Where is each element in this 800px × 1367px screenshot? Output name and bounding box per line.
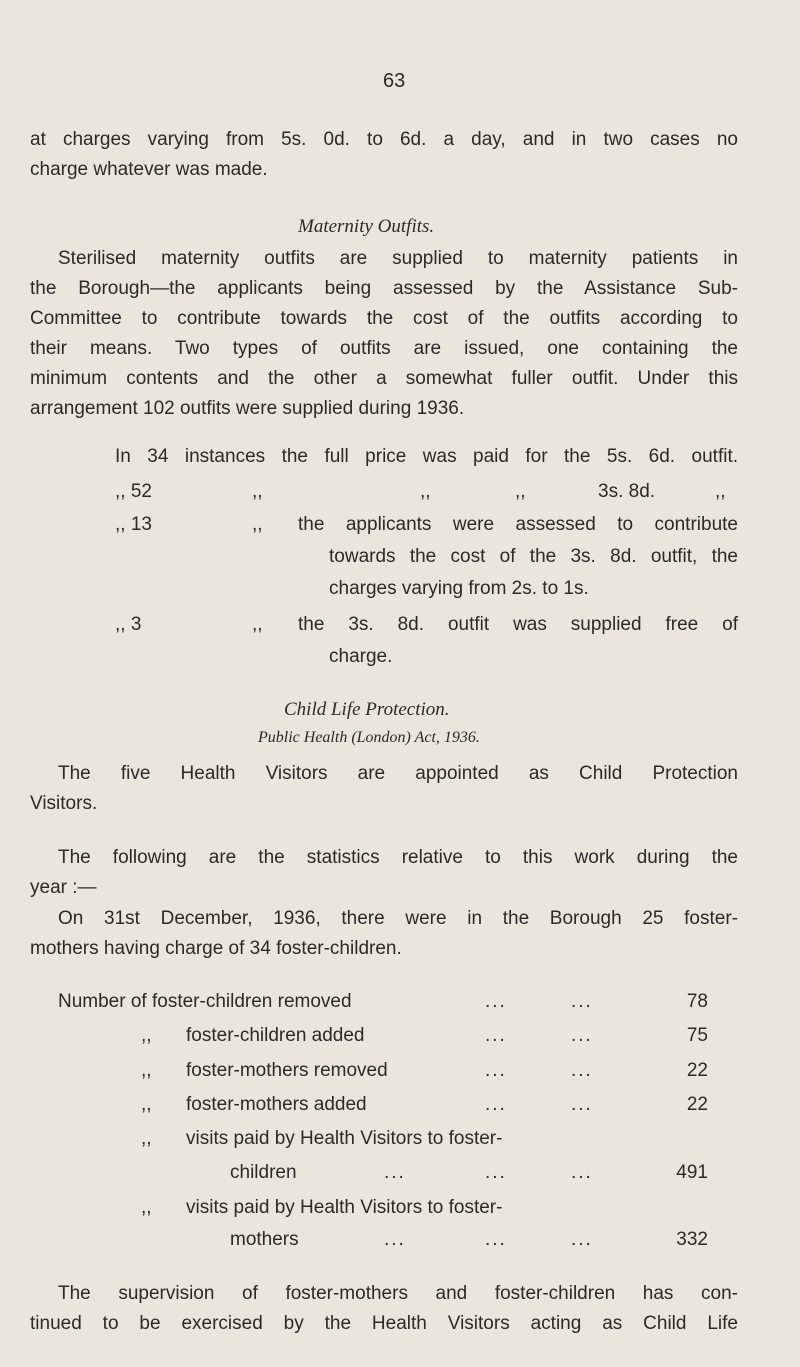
leader-dots: ... [485,1229,507,1250]
stat-value: 491 [676,1162,708,1183]
instance-text: the applicants were assessed to contribute [298,514,738,535]
ditto-mark: ,, [141,1060,152,1081]
stat-row [58,1093,708,1117]
stat-row [58,1196,708,1256]
ditto-mark: ,, [252,481,263,502]
stat-value: 78 [686,991,708,1012]
stat-value: 332 [676,1229,708,1250]
leader-dots: ... [485,1094,507,1115]
paragraph-line: arrangement 102 outfits were supplied during 1936. [30,398,465,419]
leader-dots: ... [485,991,507,1012]
leader-dots: ... [571,1060,593,1081]
stat-label: foster-children added [186,1025,365,1046]
ditto-mark: ,, [141,1025,152,1046]
ditto-mark: ,, [141,1128,152,1149]
stat-label: foster-mothers added [186,1094,367,1115]
stat-label: foster-mothers removed [186,1060,388,1081]
stat-value: 75 [686,1025,708,1046]
paragraph-line: Visitors. [30,793,98,814]
instance-lead: ,, 3 [115,614,142,635]
leader-dots: ... [384,1162,406,1183]
instance-text: charge. [329,646,393,667]
instance-text: the 3s. 8d. outfit was supplied free of [298,614,738,635]
stat-value: 22 [686,1060,708,1081]
ditto-mark: ,, [715,481,726,502]
paragraph-line: Committee to contribute towards the cost of the outfits according to [30,308,738,329]
stat-label: children [230,1162,297,1183]
stat-label: mothers [230,1229,299,1250]
page-number: 63 [383,70,406,92]
stat-label: visits paid by Health Visitors to foster- [186,1197,503,1218]
ditto-mark: ,, [420,481,431,502]
paragraph-line: mothers having charge of 34 foster-children. [30,938,402,959]
ditto-mark: ,, [252,614,263,635]
paragraph-line: The five Health Visitors are appointed as Child Protection [58,763,738,784]
instance-lead: ,, 13 [115,514,152,535]
stat-label: Number of foster-children removed [58,991,352,1012]
stat-row [58,1127,708,1187]
ditto-mark: ,, [141,1197,152,1218]
paragraph-line: Sterilised maternity outfits are supplied to maternity patients in [58,248,738,269]
instance-text: charges varying from 2s. to 1s. [329,578,589,599]
paragraph-line: their means. Two types of outfits are issued, one containing the [30,338,738,359]
ditto-mark: ,, [252,514,263,535]
paragraph-line: On 31st December, 1936, there were in the Borough 25 foster- [58,908,738,929]
instance-lead: ,, 52 [115,481,152,502]
ditto-mark: ,, [141,1094,152,1115]
leader-dots: ... [485,1162,507,1183]
leader-dots: ... [571,1229,593,1250]
instance-price: 3s. 8d. [598,481,656,502]
instance-text: towards the cost of the 3s. 8d. outfit, the [329,546,738,567]
leader-dots: ... [384,1229,406,1250]
stat-row [58,990,708,1014]
intro-line: at charges varying from 5s. 0d. to 6d. a day, and in two cases no [30,129,738,150]
section-heading-maternity: Maternity Outfits. [298,216,435,237]
stat-row [58,1059,708,1083]
stat-label: visits paid by Health Visitors to foster- [186,1128,503,1149]
stat-row [58,1024,708,1048]
intro-line: charge whatever was made. [30,159,268,180]
paragraph-line: the Borough—the applicants being assessed by the Assistance Sub- [30,278,738,299]
paragraph-line: year :— [30,877,97,898]
paragraph-line: minimum contents and the other a somewhat fuller outfit. Under this [30,368,738,389]
paragraph-line: The supervision of foster-mothers and foster-children has con- [58,1283,738,1304]
leader-dots: ... [485,1025,507,1046]
leader-dots: ... [571,1025,593,1046]
section-heading-child-life: Child Life Protection. [284,699,450,720]
leader-dots: ... [571,991,593,1012]
leader-dots: ... [571,1094,593,1115]
instance-row: In 34 instances the full price was paid for the 5s. 6d. outfit. [115,446,738,467]
leader-dots: ... [485,1060,507,1081]
leader-dots: ... [571,1162,593,1183]
paragraph-line: The following are the statistics relative to this work during the [58,847,738,868]
section-subheading: Public Health (London) Act, 1936. [258,729,480,746]
ditto-mark: ,, [515,481,526,502]
stat-value: 22 [686,1094,708,1115]
paragraph-line: tinued to be exercised by the Health Visitors acting as Child Life [30,1313,738,1334]
